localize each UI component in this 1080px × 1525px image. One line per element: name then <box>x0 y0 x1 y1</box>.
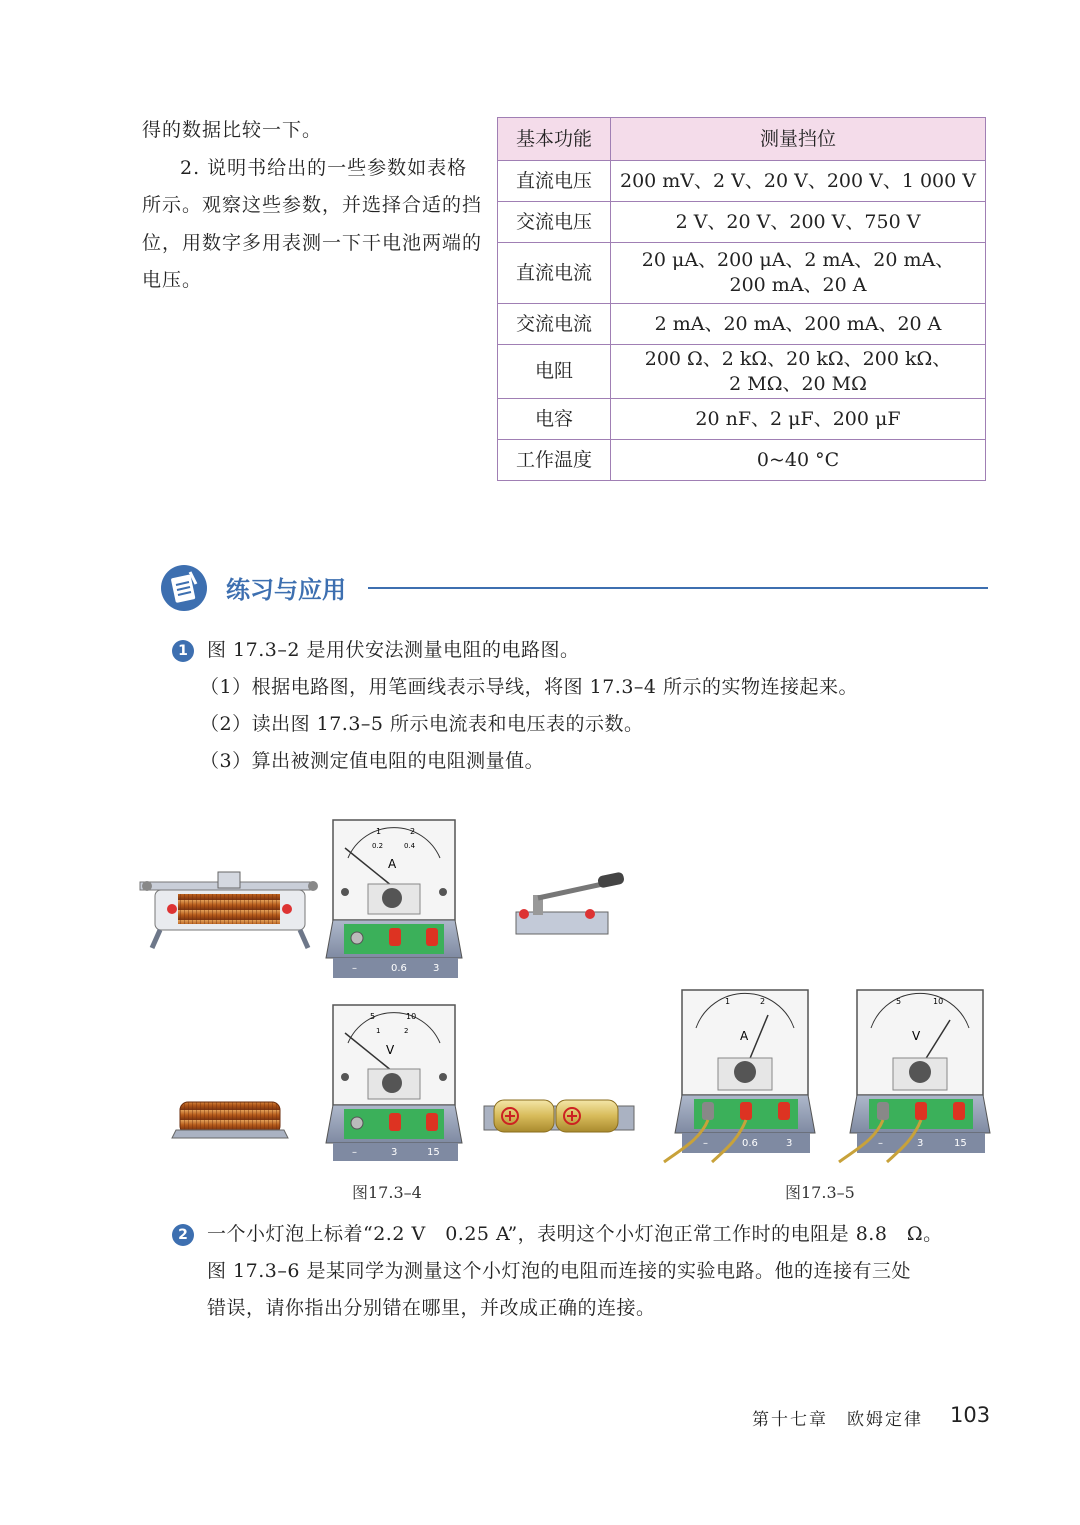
table-cell-range: 20 μA、200 μA、2 mA、20 mA、200 mA、20 A <box>611 243 986 304</box>
q2-line3: 错误，请你指出分别错在哪里，并改成正确的连接。 <box>207 1297 656 1319</box>
voltmeter-terminal-label: – <box>352 1147 357 1158</box>
ammeter-scale-top: 2 <box>410 827 416 836</box>
q1-stem: 图 17.3–2 是用伏安法测量电阻的电路图。 <box>207 639 580 661</box>
ammeter-scale-bottom: 0.4 <box>404 842 416 850</box>
table-cell-range: 2 mA、20 mA、200 mA、20 A <box>611 304 986 345</box>
table-cell-func: 电容 <box>498 399 611 440</box>
table-row <box>498 161 986 202</box>
q1-sub1: （1）根据电路图，用笔画线表示导线，将图 17.3–4 所示的实物连接起来。 <box>200 676 859 698</box>
table-header-row <box>498 118 986 161</box>
intro-para2: 2. 说明书给出的一些参数如表格所示。观察这些参数，并选择合适的挡位，用数字多用表测一下干电池两端的电压。 <box>142 156 483 291</box>
figure-caption-17-3-4: 图17.3–4 <box>352 1183 422 1202</box>
voltmeter5-scale-top: 10 <box>933 997 944 1006</box>
q2-number-badge: 2 <box>172 1224 194 1246</box>
voltmeter-scale-bottom: 2 <box>404 1027 409 1035</box>
ammeter5-terminal-label: – <box>703 1138 708 1149</box>
ammeter5-terminal-label: 0.6 <box>742 1138 758 1149</box>
intro-text <box>142 112 482 300</box>
ammeter-scale-top: 1 <box>376 827 382 836</box>
voltmeter5-scale-top: 5 <box>896 997 902 1006</box>
table-cell-range: 20 nF、2 μF、200 μF <box>611 399 986 440</box>
voltmeter-fig5 <box>839 990 990 1162</box>
voltmeter-scale-top: 10 <box>406 1012 417 1021</box>
table-row <box>498 202 986 243</box>
spec-table <box>497 117 986 481</box>
table-cell-func: 工作温度 <box>498 440 611 481</box>
voltmeter-terminal-label: 15 <box>427 1147 440 1158</box>
table-row <box>498 243 986 304</box>
ammeter-terminal-label: – <box>352 963 357 974</box>
apparatus-illustrations <box>0 800 1080 1180</box>
table-row <box>498 304 986 345</box>
table-cell-func: 交流电压 <box>498 202 611 243</box>
table-cell-range: 0~40 °C <box>611 440 986 481</box>
table-cell-range: 200 mV、2 V、20 V、200 V、1 000 V <box>611 161 986 202</box>
voltmeter-scale-bottom: 1 <box>376 1027 381 1035</box>
knife-switch <box>516 871 625 934</box>
ammeter-fig5 <box>664 990 815 1162</box>
ammeter-fig4 <box>326 820 462 978</box>
ammeter5-terminal-label: 3 <box>786 1138 793 1149</box>
ammeter-symbol: A <box>388 857 397 871</box>
table-cell-func: 直流电流 <box>498 243 611 304</box>
voltmeter-scale-top: 5 <box>370 1012 376 1021</box>
sliding-rheostat <box>140 872 318 948</box>
voltmeter5-terminal-label: 15 <box>954 1138 967 1149</box>
battery-pack <box>484 1100 634 1132</box>
ammeter5-symbol: A <box>740 1029 749 1043</box>
intro-line1: 得的数据比较一下。 <box>142 119 323 141</box>
voltmeter-fig4 <box>326 1005 462 1161</box>
table-cell-range: 200 Ω、2 kΩ、20 kΩ、200 kΩ、2 MΩ、20 MΩ <box>611 345 986 399</box>
ammeter5-scale-top: 1 <box>725 997 731 1006</box>
ammeter-terminal-label: 0.6 <box>391 963 407 974</box>
section-divider <box>368 587 988 589</box>
table-row <box>498 345 986 399</box>
q1-sub3: （3）算出被测定值电阻的电阻测量值。 <box>200 750 545 772</box>
table-cell-range: 2 V、20 V、200 V、750 V <box>611 202 986 243</box>
figure-caption-17-3-5: 图17.3–5 <box>785 1183 855 1202</box>
table-cell-func: 电阻 <box>498 345 611 399</box>
q1-number-badge: 1 <box>172 640 194 662</box>
q1-sub2: （2）读出图 17.3–5 所示电流表和电压表的示数。 <box>200 713 644 735</box>
voltmeter5-terminal-label: 3 <box>917 1138 924 1149</box>
voltmeter-terminal-label: 3 <box>391 1147 398 1158</box>
section-title: 练习与应用 <box>226 576 346 604</box>
table-header-func: 基本功能 <box>498 118 611 161</box>
clipboard-icon <box>160 564 208 612</box>
q2-line2: 图 17.3–6 是某同学为测量这个小灯泡的电阻而连接的实验电路。他的连接有三处 <box>207 1260 911 1282</box>
q2-line1: 一个小灯泡上标着“2.2 V 0.25 A”，表明这个小灯泡正常工作时的电阻是 8.8 Ω。 <box>207 1223 943 1245</box>
ammeter-terminal-label: 3 <box>433 963 440 974</box>
voltmeter-symbol: V <box>386 1043 395 1057</box>
page-number: 103 <box>950 1403 991 1427</box>
table-row <box>498 399 986 440</box>
voltmeter5-symbol: V <box>912 1029 921 1043</box>
ammeter-scale-bottom: 0.2 <box>372 842 384 850</box>
table-row <box>498 440 986 481</box>
table-cell-func: 交流电流 <box>498 304 611 345</box>
table-cell-func: 直流电压 <box>498 161 611 202</box>
chapter-footer: 第十七章 欧姆定律 <box>752 1410 923 1430</box>
fixed-resistor <box>172 1102 288 1138</box>
ammeter5-scale-top: 2 <box>760 997 766 1006</box>
table-header-range: 测量挡位 <box>611 118 986 161</box>
voltmeter5-terminal-label: – <box>878 1138 883 1149</box>
